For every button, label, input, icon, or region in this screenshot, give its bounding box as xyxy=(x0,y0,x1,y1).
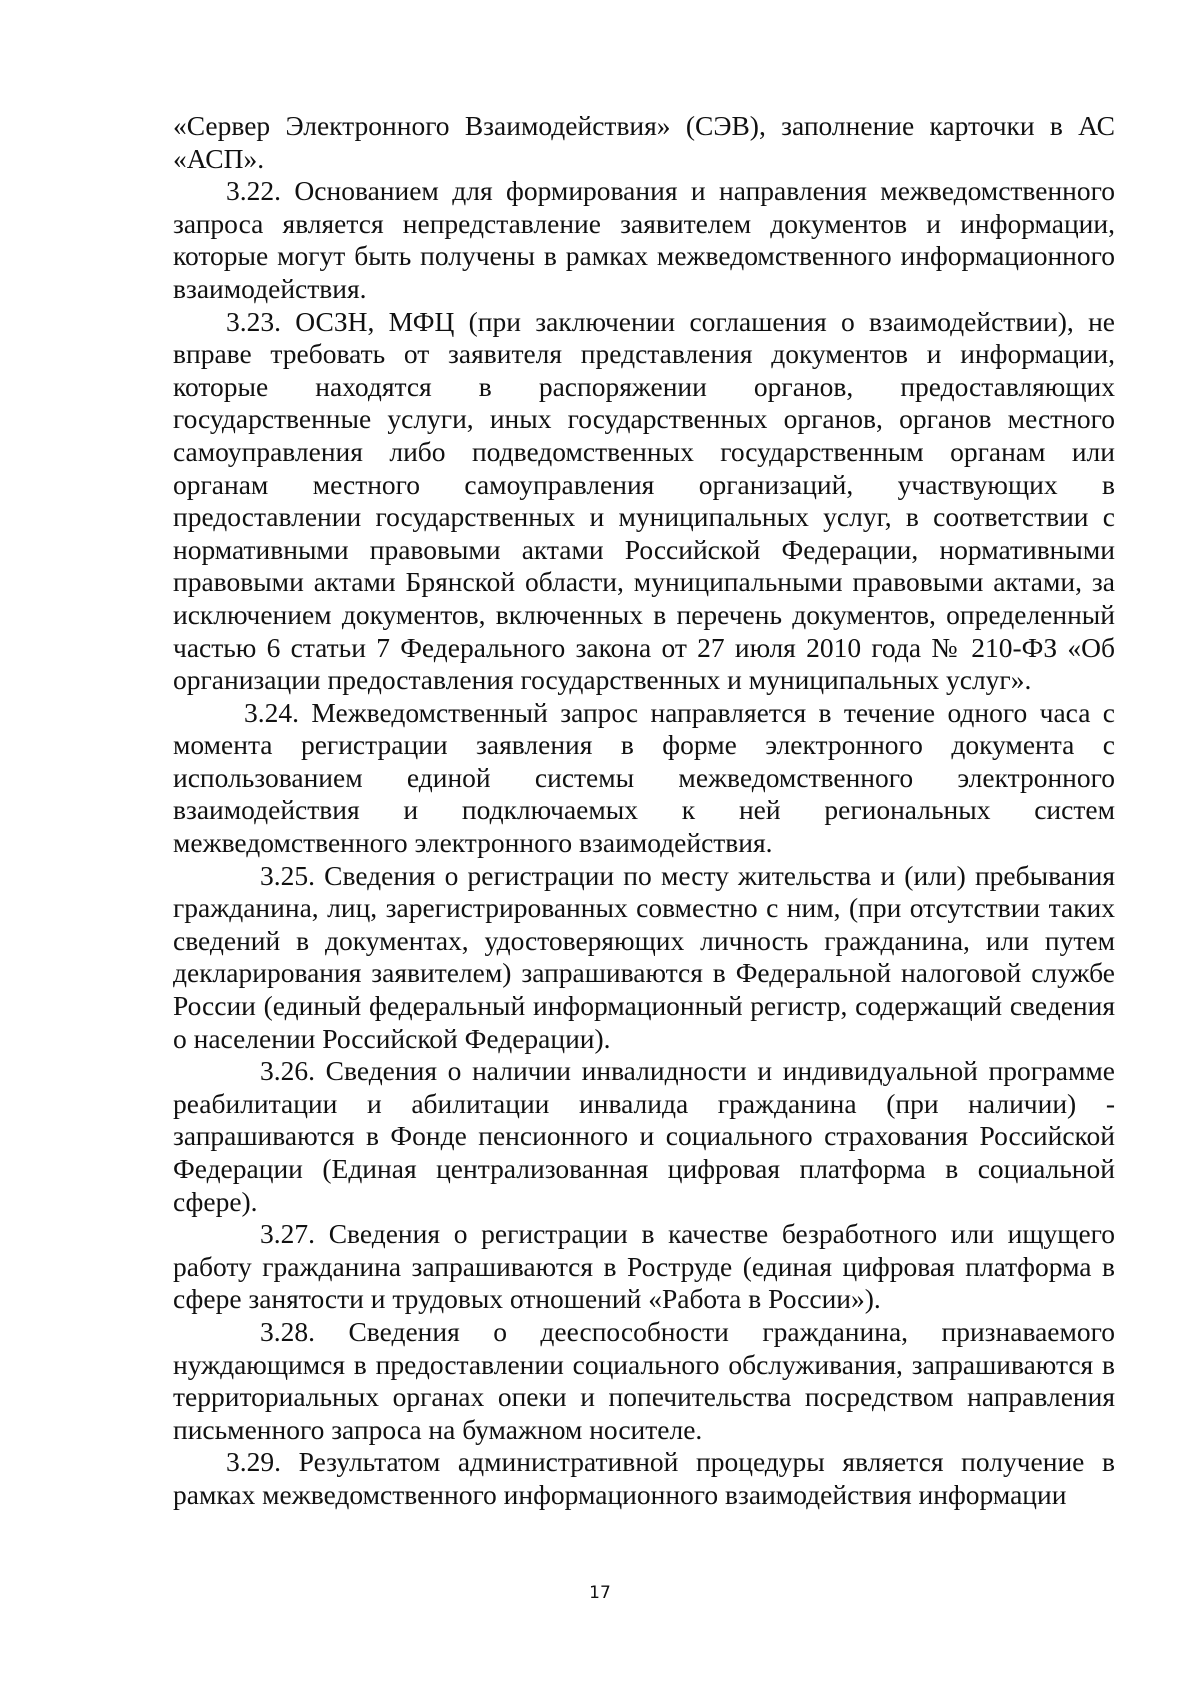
paragraph-3-22: 3.22. Основанием для формирования и направления межведомственного запроса является непредставление заявителем документов и информации, которые могут быть получены в рамках межведомственного информационного взаимодействия. xyxy=(173,175,1115,304)
paragraph-3-25: 3.25. Сведения о регистрации по месту жительства и (или) пребывания гражданина, лиц, зарегистрированных совместно с ним, (при отсутствии таких сведений в документах, удостоверяющих личность гражданина, или путем декларирования заявителем) запрашиваются в Федеральной налоговой службе России (единый федеральный информационный регистр, содержащий сведения о населении Российской Федерации). xyxy=(173,859,1115,1054)
paragraph-sev-continuation: «Сервер Электронного Взаимодействия» (СЭВ), заполнение карточки в АС «АСП». xyxy=(173,110,1115,174)
paragraph-3-24: 3.24. Межведомственный запрос направляется в течение одного часа с момента регистрации заявления в форме электронного документа с использованием единой системы межведомственного электронного взаимодействия и подключаемых к ней региональных систем межведомственного электронного взаимодействия. xyxy=(173,696,1115,859)
page-number: 17 xyxy=(589,1583,611,1603)
document-body xyxy=(173,110,1115,1512)
paragraph-3-23: 3.23. ОСЗН, МФЦ (при заключении соглашения о взаимодействии), не вправе требовать от заявителя представления документов и информации, которые находятся в распоряжении органов, предоставляющих государственные услуги, иных государственных органов, органов местного самоуправления либо подведомственных государственным органам или органам местного самоуправления организаций, участвующих в предоставлении государственных и муниципальных услуг, в соответствии с нормативными правовыми актами Российской Федерации, нормативными правовыми актами Брянской области, муниципальными правовыми актами, за исключением документов, включенных в перечень документов, определенный частью 6 статьи 7 Федерального закона от 27 июля 2010 года № 210-ФЗ «Об организации предоставления государственных и муниципальных услуг». xyxy=(173,305,1115,696)
paragraph-3-28: 3.28. Сведения о дееспособности гражданина, признаваемого нуждающимся в предоставлении социального обслуживания, запрашиваются в территориальных органах опеки и попечительства посредством направления письменного запроса на бумажном носителе. xyxy=(173,1315,1115,1445)
paragraph-3-29: 3.29. Результатом административной процедуры является получение в рамках межведомственного информационного взаимодействия информации xyxy=(173,1446,1115,1510)
paragraph-3-26: 3.26. Сведения о наличии инвалидности и индивидуальной программе реабилитации и абилитации инвалида гражданина (при наличии) - запрашиваются в Фонде пенсионного и социального страхования Российской Федерации (Единая централизованная цифровая платформа в социальной сфере). xyxy=(173,1055,1115,1217)
paragraph-3-27: 3.27. Сведения о регистрации в качестве безработного или ищущего работу гражданина запрашиваются в Роструде (единая цифровая платформа в сфере занятости и трудовых отношений «Работа в России»). xyxy=(173,1218,1115,1315)
